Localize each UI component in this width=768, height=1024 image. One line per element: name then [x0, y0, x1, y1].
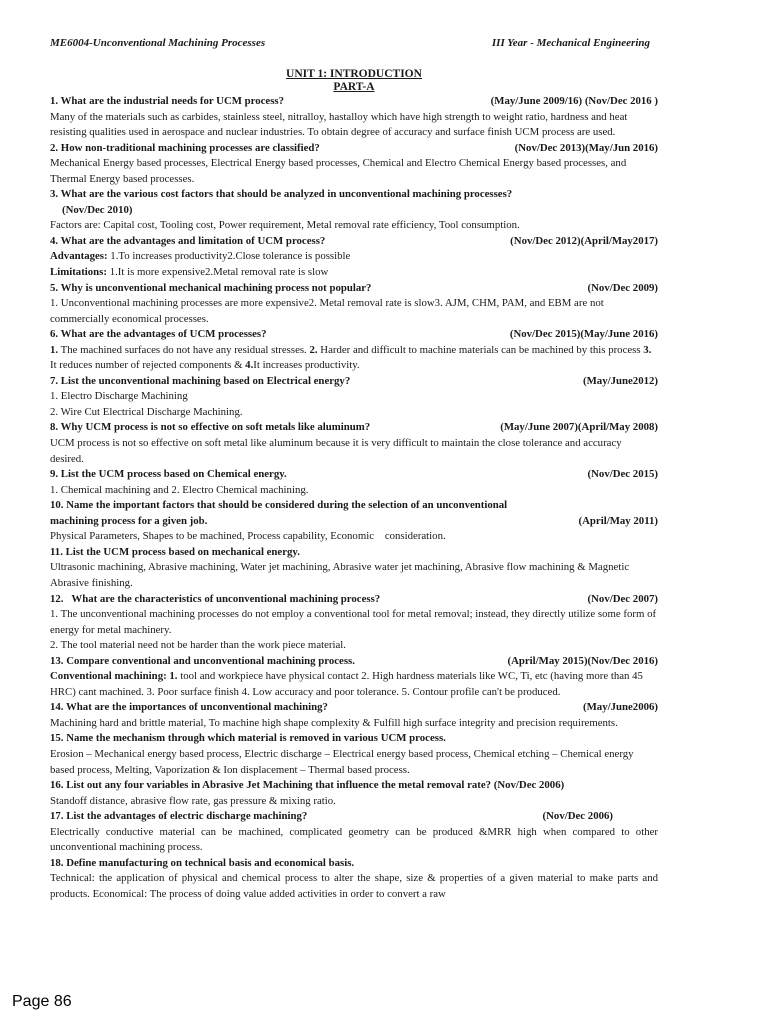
- question-9-text: 9. List the UCM process based on Chemical energy.: [50, 468, 287, 481]
- running-header-course: ME6004-Unconventional Machining Processes: [50, 37, 266, 49]
- answer-6-num-2: 2.: [309, 343, 318, 356]
- question-5-date: (Nov/Dec 2009): [587, 281, 658, 294]
- question-12-date: (Nov/Dec 2007): [587, 592, 658, 605]
- question-3-text: 3. What are the various cost factors that should be analyzed in unconventional machining processes?: [50, 188, 513, 201]
- question-3-date: (Nov/Dec 2010): [62, 203, 133, 216]
- question-8: [50, 420, 658, 436]
- question-5-text: 5. Why is unconventional mechanical machining process not popular?: [50, 281, 372, 294]
- document-body: [50, 68, 658, 902]
- question-4: [50, 234, 658, 250]
- question-9: [50, 467, 658, 483]
- answer-2: Mechanical Energy based processes, Electrical Energy based processes, Chemical and Electro Chemical Energy based processes, and Thermal Energy based processes.: [50, 157, 627, 185]
- answer-6-part-4: It increases productivity.: [253, 359, 360, 372]
- answer-10: Physical Parameters, Shapes to be machined, Process capability, Economic consideration.: [50, 530, 446, 543]
- question-14-text: 14. What are the importances of unconventional machining?: [50, 701, 328, 714]
- answer-6-part-1: The machined surfaces do not have any residual stresses.: [58, 343, 310, 356]
- answer-3: Factors are: Capital cost, Tooling cost, Power requirement, Metal removal rate efficiency, Tool consumption.: [50, 219, 520, 232]
- unit-title: UNIT 1: INTRODUCTION: [286, 68, 422, 80]
- question-15: [50, 731, 658, 747]
- question-2: [50, 141, 658, 157]
- conventional-label: Conventional machining:: [50, 670, 170, 683]
- question-14-date: (May/June2006): [583, 701, 658, 714]
- question-6: [50, 327, 658, 343]
- answer-11: Ultrasonic machining, Abrasive machining, Water jet machining, Abrasive water jet machining, Abrasive flow machining & Magnetic Abrasive finishing.: [50, 561, 630, 589]
- question-16: [50, 778, 658, 794]
- answer-12-point-1: 1. The unconventional machining processes do not employ a conventional tool for metal removal; instead, they directly utilize some form of energy for metal machinery.: [50, 608, 657, 636]
- question-12-text: 12. What are the characteristics of unconventional machining process?: [50, 592, 381, 605]
- answer-7-item-2: 2. Wire Cut Electrical Discharge Machining.: [50, 405, 243, 418]
- question-10-line-2: [50, 514, 658, 530]
- question-15-text: 15. Name the mechanism through which material is removed in various UCM process.: [50, 732, 446, 745]
- question-2-text: 2. How non-traditional machining processes are classified?: [50, 141, 320, 154]
- answer-17: Electrically conductive material can be machined, complicated geometry can be produced &MRR high when compared to other unconventional machining process.: [50, 825, 658, 854]
- question-7: [50, 374, 658, 390]
- answer-13: [50, 669, 658, 700]
- answer-6: [50, 343, 658, 374]
- question-16-text: 16. List out any four variables in Abrasive Jet Machining that influence the metal removal rate? (Nov/Dec 2006): [50, 779, 565, 792]
- answer-4-limitations: [50, 265, 658, 281]
- question-10-text-2: machining process for a given job.: [50, 514, 208, 527]
- question-8-date: (May/June 2007)(April/May 2008): [500, 421, 658, 434]
- question-4-date: (Nov/Dec 2012)(April/May2017): [510, 234, 658, 247]
- question-17-date: (Nov/Dec 2006): [542, 810, 613, 823]
- question-1-date: (May/June 2009/16) (Nov/Dec 2016 ): [490, 95, 658, 107]
- advantages-text: 1.To increases productivity2.Close tolerance is possible: [110, 250, 351, 263]
- question-7-date: (May/June2012): [583, 374, 658, 387]
- answer-9: 1. Chemical machining and 2. Electro Chemical machining.: [50, 483, 309, 496]
- question-1: [50, 94, 658, 110]
- question-11-text: 11. List the UCM process based on mechanical energy.: [50, 545, 300, 558]
- answer-6-part-2: Harder and difficult to machine materials can be machined by this process: [317, 343, 644, 356]
- answer-6-part-3: It reduces number of rejected components &: [50, 359, 246, 372]
- advantages-label: Advantages:: [50, 250, 111, 263]
- question-10-text-1: 10. Name the important factors that should be considered during the selection of an unconventional: [50, 499, 508, 512]
- question-17: [50, 809, 658, 825]
- answer-4-advantages: [50, 249, 658, 265]
- question-6-date: (Nov/Dec 2015)(May/June 2016): [509, 328, 658, 341]
- question-1-text: 1. What are the industrial needs for UCM process?: [50, 95, 285, 107]
- question-9-date: (Nov/Dec 2015): [587, 468, 658, 481]
- question-4-text: 4. What are the advantages and limitation of UCM process?: [50, 234, 326, 247]
- question-18-text: 18. Define manufacturing on technical basis and economical basis.: [50, 856, 355, 869]
- answer-16: Standoff distance, abrasive flow rate, gas pressure & mixing ratio.: [50, 794, 336, 807]
- answer-6-num-1: 1.: [50, 343, 59, 356]
- question-3: [50, 187, 658, 203]
- question-2-date: (Nov/Dec 2013)(May/Jun 2016): [514, 141, 658, 154]
- answer-18: Technical: the application of physical and chemical process to alter the shape, size & properties of a given material to make parts and products. Economical: The process of doing value added activities in order to convert a raw: [50, 872, 658, 900]
- answer-6-num-4: 4.: [245, 359, 254, 372]
- answer-15: Erosion – Mechanical energy based process, Electric discharge – Electrical energy based process, Chemical etching – Chemical energy based process, Melting, Vaporization & Ion displacement – Thermal based process.: [50, 747, 634, 776]
- question-12: [50, 592, 658, 608]
- part-title: PART-A: [333, 81, 375, 93]
- page-number: Page 86: [12, 993, 72, 1010]
- question-13-date: (April/May 2015)(Nov/Dec 2016): [507, 654, 658, 667]
- question-13-text: 13. Compare conventional and unconventional machining process.: [50, 654, 355, 667]
- question-18: [50, 856, 658, 872]
- answer-7-item-1: 1. Electro Discharge Machining: [50, 390, 188, 403]
- question-14: [50, 700, 658, 716]
- question-8-text: 8. Why UCM process is not so effective on soft metals like aluminum?: [50, 421, 371, 434]
- question-17-text: 17. List the advantages of electric discharge machining?: [50, 810, 308, 823]
- answer-12-point-2: 2. The tool material need not be harder than the work piece material.: [50, 639, 346, 652]
- running-header-year: III Year - Mechanical Engineering: [491, 37, 650, 49]
- answer-1: Many of the materials such as carbides, stainless steel, nitralloy, hastalloy which have high strength to weight ratio, hardness and heat resisting qualities used in aerospace and nuclear industries. To obtain degree of accuracy and surface finish UCM process are used.: [50, 110, 628, 139]
- answer-14: Machining hard and brittle material, To machine high shape complexity & Fulfill high surface integrity and precision requirements.: [50, 716, 618, 729]
- question-6-text: 6. What are the advantages of UCM processes?: [50, 328, 267, 341]
- answer-13-text: tool and workpiece have physical contact 2. High hardness materials like WC, Ti, etc (having more than 45 HRC) cant machined. 3. Poor surface finish 4. Low accuracy and poor tolerance. 5. Contour profile can't be produced.: [50, 670, 643, 698]
- answer-13-num-1: 1.: [169, 670, 178, 683]
- question-3-date-line: [50, 203, 658, 219]
- question-5: [50, 281, 658, 297]
- question-13: [50, 654, 658, 670]
- answer-6-num-3: 3.: [643, 343, 652, 356]
- limitations-label: Limitations:: [50, 266, 110, 279]
- question-11: [50, 545, 658, 561]
- answer-8: UCM process is not so effective on soft metal like aluminum because it is very difficult to maintain the close tolerance and accuracy desired.: [50, 437, 622, 465]
- question-10-line-1: [50, 498, 658, 514]
- limitations-text: 1.It is more expensive2.Metal removal rate is slow: [109, 266, 329, 279]
- question-7-text: 7. List the unconventional machining based on Electrical energy?: [50, 374, 351, 387]
- question-10-date: (April/May 2011): [578, 514, 658, 527]
- answer-5: 1. Unconventional machining processes are more expensive2. Metal removal rate is slow3. AJM, CHM, PAM, and EBM are not commercially economical processes.: [50, 297, 604, 325]
